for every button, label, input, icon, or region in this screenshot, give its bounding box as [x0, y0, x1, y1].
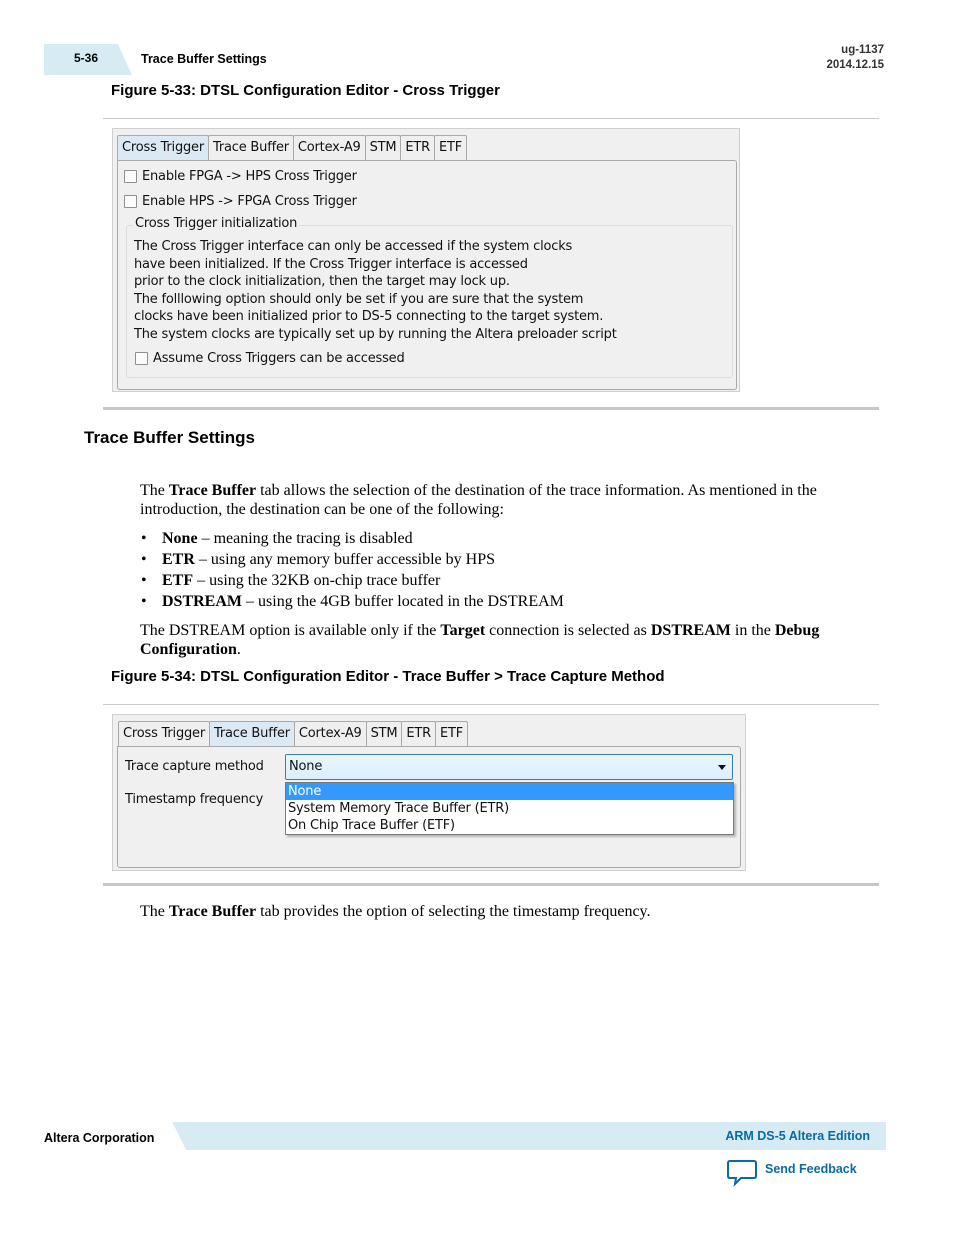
figure-top-rule — [103, 704, 879, 705]
fpga-to-hps-checkbox[interactable] — [124, 170, 137, 183]
figure-top-rule — [103, 118, 879, 119]
assume-cross-triggers-checkbox[interactable] — [135, 352, 148, 365]
tab-etr[interactable]: ETR — [401, 721, 436, 746]
option-none[interactable]: None — [286, 783, 733, 800]
assume-cross-triggers-label: Assume Cross Triggers can be accessed — [153, 351, 405, 366]
list-item: • ETF – using the 32KB on-chip trace buffer — [140, 570, 564, 591]
hps-to-fpga-option[interactable] — [124, 194, 357, 209]
cross-trigger-panel — [117, 160, 737, 390]
trace-capture-method-select[interactable] — [285, 754, 733, 780]
figure-33-caption: Figure 5-33: DTSL Configuration Editor - Cross Trigger — [111, 82, 500, 99]
tab-stm[interactable]: STM — [365, 135, 402, 160]
list-item: • ETR – using any memory buffer accessible by HPS — [140, 549, 564, 570]
document-id-block — [826, 43, 884, 73]
tab-etf[interactable]: ETF — [434, 135, 467, 160]
hps-to-fpga-checkbox[interactable] — [124, 195, 137, 208]
closing-paragraph: The Trace Buffer tab provides the option of selecting the timestamp frequency. — [140, 903, 651, 920]
trace-buffer-screenshot — [112, 714, 746, 871]
timestamp-frequency-label: Timestamp frequency — [125, 792, 264, 807]
trace-capture-dropdown — [285, 782, 734, 835]
group-title: Cross Trigger initialization — [135, 216, 298, 231]
cross-trigger-init-group — [126, 216, 733, 378]
tab-trace-buffer[interactable]: Trace Buffer — [208, 135, 294, 160]
page-number: 5-36 — [74, 51, 99, 65]
tab-etr[interactable]: ETR — [400, 135, 435, 160]
destination-list — [140, 528, 564, 612]
feedback-icon[interactable] — [727, 1159, 757, 1187]
group-description — [134, 238, 617, 344]
hps-to-fpga-label: Enable HPS -> FPGA Cross Trigger — [142, 194, 357, 209]
group-line: The folllowing option should only be set if you are sure that the system — [134, 291, 584, 307]
tab-strip — [117, 135, 466, 160]
trace-capture-method-label: Trace capture method — [125, 759, 264, 774]
fpga-to-hps-label: Enable FPGA -> HPS Cross Trigger — [142, 169, 357, 184]
figure-bottom-rule — [103, 407, 879, 410]
assume-cross-triggers-option[interactable] — [135, 351, 405, 366]
tab-cross-trigger[interactable]: Cross Trigger — [118, 721, 210, 746]
dstream-paragraph: The DSTREAM option is available only if the Target connection is selected as DSTREAM in the Debug Configuration. — [140, 622, 820, 658]
tab-strip — [118, 721, 467, 746]
footer-company: Altera Corporation — [44, 1131, 155, 1145]
figure-34-caption: Figure 5-34: DTSL Configuration Editor - Trace Buffer > Trace Capture Method — [111, 668, 665, 685]
footer-product: ARM DS-5 Altera Edition — [725, 1129, 870, 1143]
group-line: The system clocks are typically set up by running the Altera preloader script — [134, 326, 617, 342]
chevron-down-icon[interactable] — [718, 765, 726, 770]
tab-etf[interactable]: ETF — [435, 721, 468, 746]
section-heading: Trace Buffer Settings — [84, 428, 255, 447]
send-feedback-link[interactable]: Send Feedback — [765, 1162, 857, 1176]
tab-trace-buffer[interactable]: Trace Buffer — [209, 721, 295, 746]
running-section-title: Trace Buffer Settings — [141, 52, 267, 66]
tab-cortex-a9[interactable]: Cortex-A9 — [293, 135, 366, 160]
group-line: clocks have been initialized prior to DS-5 connecting to the target system. — [134, 309, 604, 325]
group-line: have been initialized. If the Cross Trigger interface is accessed — [134, 256, 528, 272]
figure-bottom-rule — [103, 883, 879, 886]
cross-trigger-screenshot — [112, 128, 740, 392]
selected-value: None — [289, 759, 323, 774]
option-etr[interactable]: System Memory Trace Buffer (ETR) — [288, 801, 509, 816]
list-item: • DSTREAM – using the 4GB buffer located in the DSTREAM — [140, 591, 564, 612]
option-etf[interactable]: On Chip Trace Buffer (ETF) — [288, 818, 455, 833]
group-line: The Cross Trigger interface can only be accessed if the system clocks — [134, 239, 573, 254]
fpga-to-hps-option[interactable] — [124, 169, 357, 184]
tab-cross-trigger[interactable]: Cross Trigger — [117, 135, 209, 160]
intro-paragraph: The Trace Buffer tab allows the selection of the destination of the trace information. As mentioned in the introduction, the destination can be one of the following: — [140, 482, 817, 518]
group-line: prior to the clock initialization, then the target may lock up. — [134, 274, 510, 290]
document-id: ug-1137 — [841, 44, 884, 56]
tab-cortex-a9[interactable]: Cortex-A9 — [294, 721, 367, 746]
document-date: 2014.12.15 — [826, 59, 884, 71]
trace-buffer-panel — [117, 746, 741, 868]
list-item: • None – meaning the tracing is disabled — [140, 528, 564, 549]
tab-stm[interactable]: STM — [366, 721, 403, 746]
